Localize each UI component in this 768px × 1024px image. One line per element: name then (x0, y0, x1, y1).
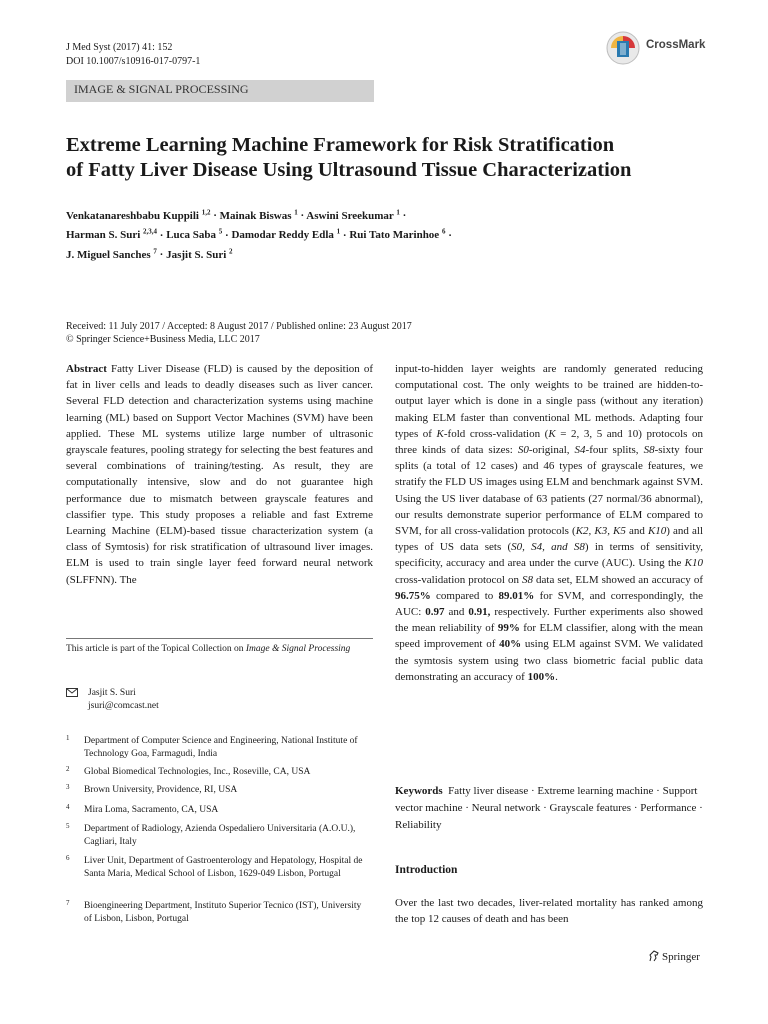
section-banner (66, 80, 374, 102)
reliability: 99% (497, 622, 520, 635)
abstract (66, 361, 373, 588)
introduction-heading: Introduction (395, 864, 458, 876)
biometric-accuracy: 100% (527, 670, 556, 683)
topical-collection-note: This article is part of the Topical Collection on Image & Signal Processing (66, 644, 351, 654)
elm-accuracy: 96.75% (395, 589, 431, 602)
svm-auc: 0.91, (468, 606, 491, 619)
abstract-body: Fatty Liver Disease (FLD) is caused by the deposition of fat in liver cells and leads to deadly diseases such as liver cancer. Several FLD detection and characterization systems using machine learning (ML) based on Support Vector Machines (SVM) have been applied. These ML systems utilize large number of ultrasonic grayscale features, pooling strategy for selecting the best features and several combinations of training/testing. As result, they are computationally intensive, slow and do not guarantee high performance due to mismatch between grayscale features and classifier type. This study proposes a reliable and fast Extreme Learning Machine (ELM)-based tissue characterization system (a class of Symtosis) for risk stratification of ultrasound liver images. ELM is used to train single layer feed forward neural network (SLFFNN). The (66, 363, 373, 586)
keywords-text: Fatty liver disease · Extreme learning machine · Support vector machine · Neural network · Grayscale features · Performance · Reliability (395, 785, 703, 831)
doi[interactable]: DOI 10.1007/s10916-017-0797-1 (66, 56, 201, 67)
article-title (66, 133, 706, 183)
journal-citation: J Med Syst (2017) 41: 152 (66, 42, 173, 53)
title-line-1: Extreme Learning Machine Framework for Risk Stratification (66, 134, 615, 156)
publication-dates (66, 320, 412, 346)
publisher-logo (648, 950, 700, 963)
introduction-text: Over the last two decades, liver-related mortality has ranked among the top 12 causes of death and has been (395, 897, 703, 926)
publisher-name: Springer (662, 951, 700, 963)
abstract-label: Abstract (66, 363, 107, 375)
section-label: IMAGE & SIGNAL PROCESSING (74, 82, 249, 96)
author[interactable]: Mainak Biswas $^1$ (219, 208, 298, 222)
author[interactable]: Aswini Sreekumar $^1$ (306, 208, 400, 222)
abstract-continued: input-to-hidden layer weights are randomly generated reducing computational cost. The only weights to be trained are hidden-to-output layer which is done in a single pass (without any iteration) making ELM faster than conventional ML methods. Adapting four types of K-fold cross-validation (K = 2, 3, 5 and 10) protocols on three kinds of data sizes: S0-original, S4-four splits, S8-sixty four splits (a total of 12 cases) and 46 types of grayscale features, we stratify the FLD US images using ELM and benchmark against SVM. Using the US liver database of 63 patients (27 normal/36 abnormal), our results demonstrate superior performance of ELM compared to SVM, for all cross-validation protocols (K2, K3, K5 and K10) and all types of US data sets (S0, S4, and S8) in terms of sensitivity, specificity, accuracy and area under the curve (AUC). Using the K10 cross-validation protocol on S8 data set, ELM showed an accuracy of 96.75% compared to 89.01% for SVM, and correspondingly, the AUC: 0.97 and 0.91, respectively. Further experiments also showed the mean reliability of 99% for ELM classifier, along with the mean speed improvement of 40% using ELM against SVM. We validated the symtosis system using two class biometric facial public data demonstrating an accuracy of 100%. (395, 363, 704, 683)
speed-improvement: 40% (499, 638, 522, 651)
crossmark-badge[interactable] (606, 30, 716, 70)
author[interactable]: Harman S. Suri $^{2,3,4}$ (66, 227, 158, 242)
footnote-divider (66, 638, 373, 639)
author[interactable]: Luca Saba $^5$ (166, 227, 223, 242)
author[interactable]: J. Miguel Sanches $^7$ (66, 247, 157, 261)
dates-line: Received: 11 July 2017 / Accepted: 8 August 2017 / Published online: 23 August 2017 (66, 321, 412, 332)
author-list: Venkatanareshbabu Kuppili $^{1,2}$ · Mainak Biswas $^1$ · Aswini Sreekumar $^1$ · Harman S. Suri $^{2,3,4}$ · Luca Saba $^5$ · Damodar Reddy Edla $^1$ · Rui Tato Marinhoe $^6$ · J. Miguel Sanches $^7$ · Jasjit S. Suri $^2$ (66, 208, 452, 261)
author[interactable]: Rui Tato Marinhoe $^6$ (349, 227, 446, 242)
title-line-2: of Fatty Liver Disease Using Ultrasound Tissue Characterization (66, 159, 632, 181)
springer-horse-icon (648, 950, 660, 962)
crossmark-icon (606, 30, 640, 66)
author[interactable]: Venkatanareshbabu Kuppili $^{1,2}$ (66, 208, 211, 222)
author[interactable]: Jasjit S. Suri $^2$ (166, 247, 233, 261)
envelope-icon (66, 688, 78, 697)
corresponding-author: Jasjit S. Suri (88, 688, 136, 698)
crossmark-label: CrossMark (646, 39, 706, 51)
elm-auc: 0.97 (425, 606, 445, 619)
copyright-line: © Springer Science+Business Media, LLC 2017 (66, 334, 260, 345)
keywords-label: Keywords (395, 785, 443, 797)
keywords (395, 783, 703, 834)
author[interactable]: Damodar Reddy Edla $^1$ (231, 227, 341, 242)
svm-accuracy: 89.01% (498, 589, 535, 602)
corresponding-email[interactable]: jsuri@comcast.net (88, 701, 159, 711)
